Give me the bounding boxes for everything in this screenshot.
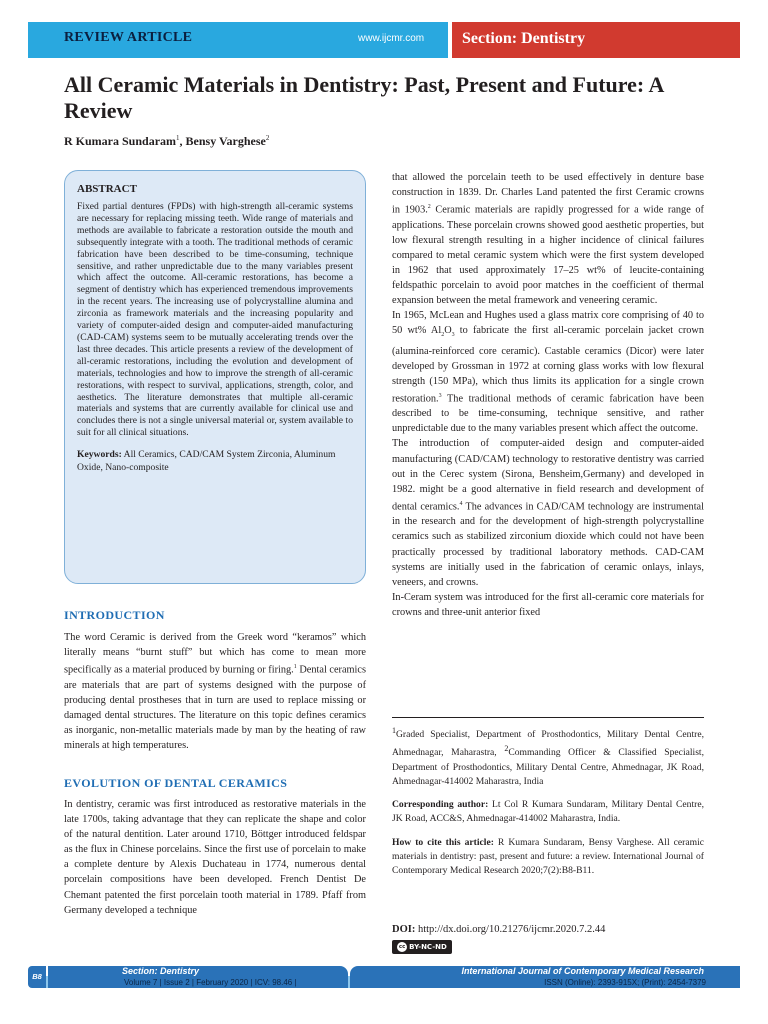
header-blue-band [28, 22, 448, 58]
body-text: O [444, 325, 452, 337]
abstract-box [64, 170, 366, 584]
footnotes [392, 724, 704, 887]
page-footer [28, 966, 740, 988]
intro-text: Dental ceramics are materials that are part of systems designed with the purpose of producing dental prostheses that in turn are used to replace missing or damaged dental structures. The literature on this topic defines ceramics as inorganic, non-metallic materials made by man by the heating of raw minerals at high temperatures. [64, 664, 366, 752]
abstract-heading: ABSTRACT [77, 183, 137, 195]
citation-label: How to cite this article: [392, 836, 494, 848]
body-paragraph [392, 436, 704, 589]
footer-volume: Volume 7 | Issue 2 | February 2020 | ICV: 98.46 | [124, 978, 297, 987]
body-paragraph [392, 308, 704, 436]
affiliations [392, 724, 704, 789]
doi [392, 924, 605, 935]
body-text: to fabricate the first all-ceramic porcelain jacket crown (alumina-reinforced core ceramic). Castable ceramics (Dicor) were later developed by Grossman in 1972 at corning glass works with low flexural strength (150 MPa), which thus limits its application for a single crown restoration. [392, 325, 704, 405]
license-text: BY-NC-ND [409, 943, 447, 951]
body-text: The introduction of computer-aided design and computer-aided manufacturing (CAD/CAM) technology to restorative dentistry was carried out in the Cerec system (Sirona, Bensheim,Germany) and developed in 1982. might be a good alternative in field research and development of dental ceramics. [392, 438, 704, 513]
right-column-text [392, 170, 704, 620]
body-text: The traditional methods of ceramic fabrication have been described to be time-consuming, technique sensitive, and rather unpredictable due to the many variables present which affect the outcome. [392, 393, 704, 435]
evolution-text: In dentistry, ceramic was first introduced as restorative materials in the late 1700s, taking advantage that they can replicate the shape and color of the natural dentition. Later around 1710, Böttger introduced feldspar as the flux in Chinese porcelains. Since the first use of porcelain to make a complete denture by Alexis Duchateau in 1774, numerous dental porcelain compositions have been developed. French Dentist De Chemant patented the first porcelain tooth material in 1789. Pfaff from Germany developed a technique [64, 799, 366, 916]
body-paragraph [392, 170, 704, 308]
journal-website[interactable]: www.ijcmr.com [358, 33, 425, 44]
affiliation-marker: 2 [265, 134, 270, 142]
corresponding-text: Lt Col R Kumara Sundaram, Military Dental Centre, JK Road, ACC&S, Ahmednagar-414002 Maharastra, India. [392, 799, 704, 825]
keywords-label: Keywords: [77, 449, 122, 461]
abstract-body: Fixed partial dentures (FPDs) with high-strength all-ceramic systems are necessary for replacing missing teeth. Wide range of materials and methods are available to fabricate a restoration outside the mouth and subsequently integrate with a tooth. The traditional methods of ceramic fabrication have been described to be time-consuming, technique sensitive, and rather unpredictable due to the many variables present which affect the outcome. All-ceramic restorations, has become a segment of dentistry which has experienced tremendous improvements in the recent years. The increasing use of polycrystalline alumina and zirconia as framework materials and the increasing popularity and variety of computer-aided design and computer-aided manufacturing (CAD-CAM) systems seem to be mutually accelerating trends over the last three decades. This article presents a review of the development of all-ceramic restorations, including the evolution and development of materials, technologies and how to improve the strength of all-ceramic restorations, with respect to survival, applications, strength, color, and aesthetics. The literature demonstrates that multiple all-ceramic materials and systems that are currently available for clinical use and concludes there is not a single universal material or, system available to suit for all clinical situations. [77, 201, 353, 439]
article-type: REVIEW ARTICLE [64, 30, 193, 45]
page-number: B8 [28, 966, 46, 988]
affiliation-marker: 1 [392, 726, 396, 735]
evolution-heading: EVOLUTION OF DENTAL CERAMICS [64, 776, 288, 790]
citation [392, 836, 704, 879]
author-separator: , [179, 134, 186, 148]
reference-marker: 2 [427, 204, 431, 211]
affiliation-text: Commanding Officer & Classified Specialist, Department of Prosthodontics, Military Dental Centre, Ahmednagar, JK Road, Ahmednagar-414002 Maharastra, India [392, 747, 704, 787]
evolution-paragraph [64, 797, 366, 918]
header-red-band [452, 22, 740, 58]
body-text: Ceramic materials are rapidly progressed for a wide range of applications. These porcelain crowns showed good aesthetic properties, but low flexural strength resulting in a higher incidence of clinical failures compared to metal ceramic system which were the first system developed in 1962 that used approximately 17–25 wt% of leucite-containing feldspathic porcelain to avoid poor matches in the coefficient of thermal expansion between the metal framework and veneering ceramic. [392, 204, 704, 307]
subscript: 3 [451, 332, 455, 339]
creative-commons-icon: cc [398, 944, 406, 950]
affiliation-marker: 1 [176, 134, 180, 142]
reference-marker: 4 [459, 500, 463, 507]
affiliation-text: Graded Specialist, Department of Prosthodontics, Military Dental Centre, Ahmednagar, Maharastra, [392, 729, 704, 759]
introduction-paragraph [64, 630, 366, 753]
footer-section: Section: Dentistry [122, 966, 200, 976]
article-title: All Ceramic Materials in Dentistry: Past, Present and Future: A Review [64, 72, 664, 123]
subscript: 2 [441, 332, 445, 339]
author-name: Bensy Varghese [185, 134, 266, 148]
reference-marker: 3 [438, 392, 442, 399]
intro-text: The word Ceramic is derived from the Greek word “keramos” which literally means “burnt stuff” but which has come to mean more specifically as a material produced by burning or firing. [64, 632, 366, 676]
reference-marker: 1 [293, 664, 297, 671]
author-name: R Kumara Sundaram [64, 134, 177, 148]
affiliation-marker: 2 [504, 744, 509, 754]
body-text: The advances in CAD/CAM technology are instrumental in the research and for the development of high-strength polycrystalline ceramics such as stabilized zirconium dioxide which could not have been practically processed by traditional laboratory methods. CAD-CAM systems are initially used in the fabrication of ceramic onlays, inlays, veneers, and crowns. [392, 501, 704, 588]
section-label: Section: Dentistry [462, 30, 586, 47]
author-list [64, 134, 269, 149]
corresponding-label: Corresponding author: [392, 799, 489, 811]
body-text: In 1965, McLean and Hughes used a glass matrix core comprising of 40 to 50 wt% Al [392, 310, 704, 337]
doi-label: DOI: [392, 924, 416, 935]
body-text: that allowed the porcelain teeth to be used effectively in denture base construction in 1839. Dr. Charles Land patented the first Ceramic crowns in 1903. [392, 172, 704, 216]
body-paragraph: In-Ceram system was introduced for the first all-ceramic core materials for crowns and three-unit anterior fixed [392, 591, 704, 618]
citation-text: R Kumara Sundaram, Bensy Varghese. All ceramic materials in dentistry: past, present and future: a review. International Journal of Contemporary Medical Research 2020;7(2):B8-B11. [392, 836, 704, 876]
license-badge[interactable] [392, 940, 452, 954]
footer-issn: ISSN (Online): 2393-915X; (Print): 2454-7379 [544, 978, 706, 987]
keywords-text: All Ceramics, CAD/CAM System Zirconia, Aluminum Oxide, Nano-composite [77, 449, 336, 473]
page-header [0, 22, 768, 58]
footer-journal-name: International Journal of Contemporary Medical Research [461, 966, 704, 976]
doi-link[interactable]: http://dx.doi.org/10.21276/ijcmr.2020.7.2.44 [415, 924, 606, 935]
keywords [77, 449, 353, 474]
corresponding-author [392, 798, 704, 826]
introduction-heading: INTRODUCTION [64, 608, 165, 622]
footnote-divider [392, 717, 704, 718]
